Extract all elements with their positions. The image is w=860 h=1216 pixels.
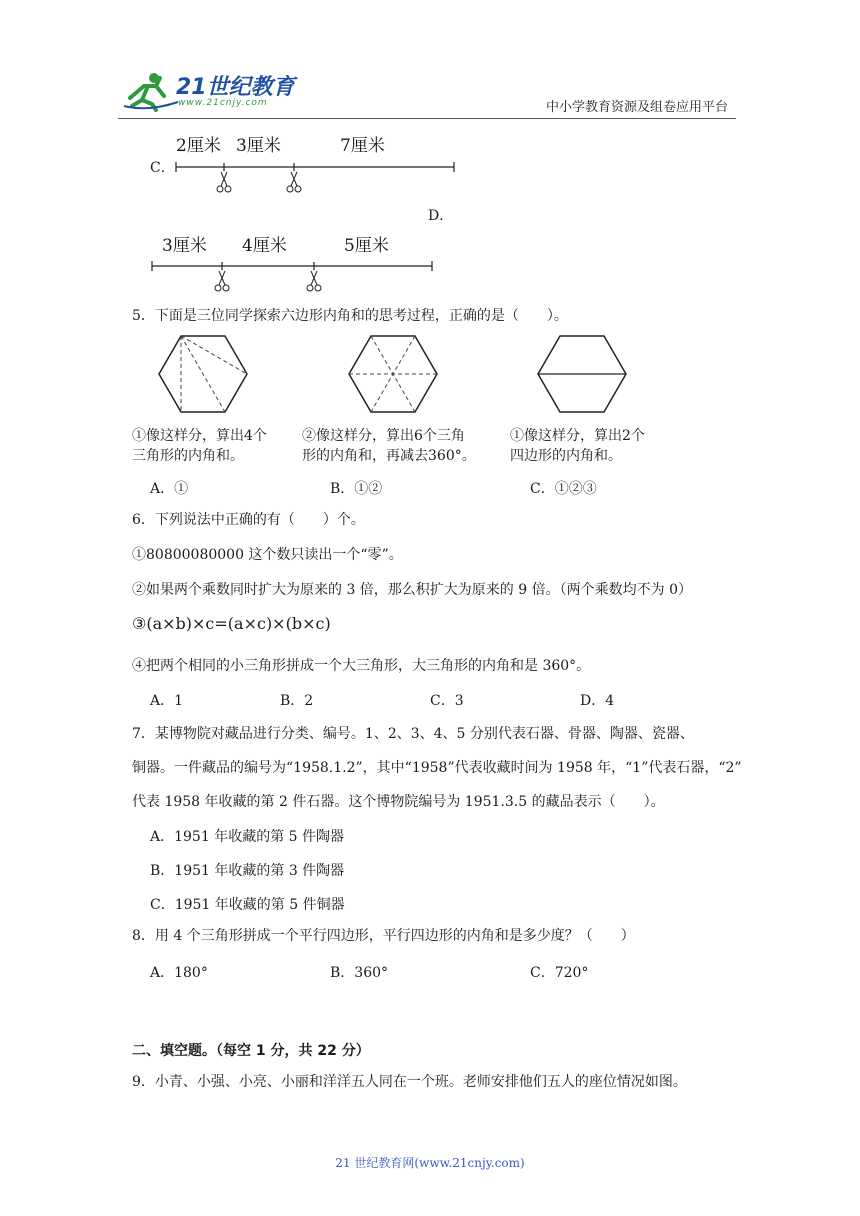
q5-option-a[interactable]: A．①	[150, 481, 189, 497]
q4-c-seg-3: 7厘米	[340, 136, 385, 156]
q8-option-b[interactable]: B．360°	[330, 965, 389, 981]
hexagon-figure-3	[534, 332, 630, 416]
q8-option-a[interactable]: A．180°	[150, 965, 208, 981]
q7-option-b[interactable]: B．1951 年收藏的第 3 件陶器	[150, 863, 345, 879]
q5-note-1-line-2: 三角形的内角和。	[132, 448, 244, 464]
scissors-icon	[287, 172, 301, 192]
q8-stem: 8．用 4 个三角形拼成一个平行四边形，平行四边形的内角和是多少度？（ ）	[132, 928, 635, 944]
q5-note-3-line-1: ①像这样分，算出2个	[510, 428, 645, 444]
q5-note-3-line-2: 四边形的内角和。	[510, 448, 622, 464]
q4-option-d-label: D．	[428, 208, 454, 224]
q6-stem: 6．下列说法中正确的有（ ）个。	[132, 512, 365, 528]
q4-option-c-label: C．	[150, 160, 175, 176]
logo-url-text: www.21cnjy.com	[178, 98, 268, 108]
q6-option-b[interactable]: B．2	[280, 693, 314, 709]
q6-option-d[interactable]: D．4	[580, 693, 615, 709]
q7-option-a[interactable]: A．1951 年收藏的第 5 件陶器	[150, 829, 344, 845]
q6-statement-4: ④把两个相同的小三角形拼成一个大三角形，大三角形的内角和是 360°。	[132, 658, 591, 674]
q4-d-seg-3: 5厘米	[344, 236, 389, 256]
scissors-icon	[215, 271, 229, 291]
q5-option-b[interactable]: B．①②	[330, 481, 383, 497]
site-logo	[118, 66, 293, 114]
footer-link[interactable]: 21 世纪教育网(www.21cnjy.com)	[335, 1156, 525, 1170]
scissors-icon	[217, 172, 231, 192]
scissors-icon	[307, 271, 321, 291]
q4-d-seg-1: 3厘米	[162, 236, 207, 256]
q6-option-a[interactable]: A．1	[150, 693, 184, 709]
hexagon-figure-2	[345, 332, 441, 416]
logo-main-text: 21世纪教育	[176, 75, 295, 100]
q6-statement-2: ②如果两个乘数同时扩大为原来的 3 倍，那么积扩大为原来的 9 倍。（两个乘数均不为 0）	[132, 582, 692, 598]
q6-option-c[interactable]: C．3	[430, 693, 464, 709]
q5-note-2-line-2: 形的内角和，再减去360°。	[302, 448, 476, 464]
q8-option-c[interactable]: C．720°	[530, 965, 589, 981]
q4-d-ruler	[146, 258, 440, 294]
q6-statement-1: ①80800080000 这个数只读出一个“零”。	[132, 547, 403, 563]
q4-c-ruler	[170, 158, 460, 194]
q6-statement-3: ③(a×b)×c=(a×c)×(b×c)	[132, 614, 331, 633]
q5-option-c[interactable]: C．①②③	[530, 481, 597, 497]
q4-c-seg-2: 3厘米	[236, 136, 281, 156]
q5-note-1-line-1: ①像这样分，算出4个	[132, 428, 267, 444]
q7-line-3: 代表 1958 年收藏的第 2 件石器。这个博物院编号为 1951.3.5 的藏品表示（ ）。	[132, 794, 665, 810]
q7-line-1: 7．某博物院对藏品进行分类、编号。1、2、3、4、5 分别代表石器、骨器、陶器、瓷器、	[132, 726, 694, 742]
q7-option-c[interactable]: C．1951 年收藏的第 5 件铜器	[150, 897, 345, 913]
header-right-text: 中小学教育资源及组卷应用平台	[545, 100, 728, 115]
q5-stem: 5．下面是三位同学探索六边形内角和的思考过程，正确的是（ ）。	[132, 308, 568, 324]
hexagon-figure-1	[155, 332, 251, 416]
header-divider	[118, 118, 736, 119]
q5-note-2-line-1: ②像这样分，算出6个三角	[302, 428, 465, 444]
section-2-title: 二、填空题。（每空 1 分，共 22 分）	[132, 1043, 370, 1059]
q9-stem: 9．小青、小强、小亮、小丽和洋洋五人同在一个班。老师安排他们五人的座位情况如图。	[132, 1074, 687, 1090]
q7-line-2: 铜器。一件藏品的编号为“1958.1.2”，其中“1958”代表收藏时间为 1958 年，“1”代表石器，“2”	[132, 760, 742, 776]
q4-c-seg-1: 2厘米	[176, 136, 221, 156]
q4-d-seg-2: 4厘米	[242, 236, 287, 256]
